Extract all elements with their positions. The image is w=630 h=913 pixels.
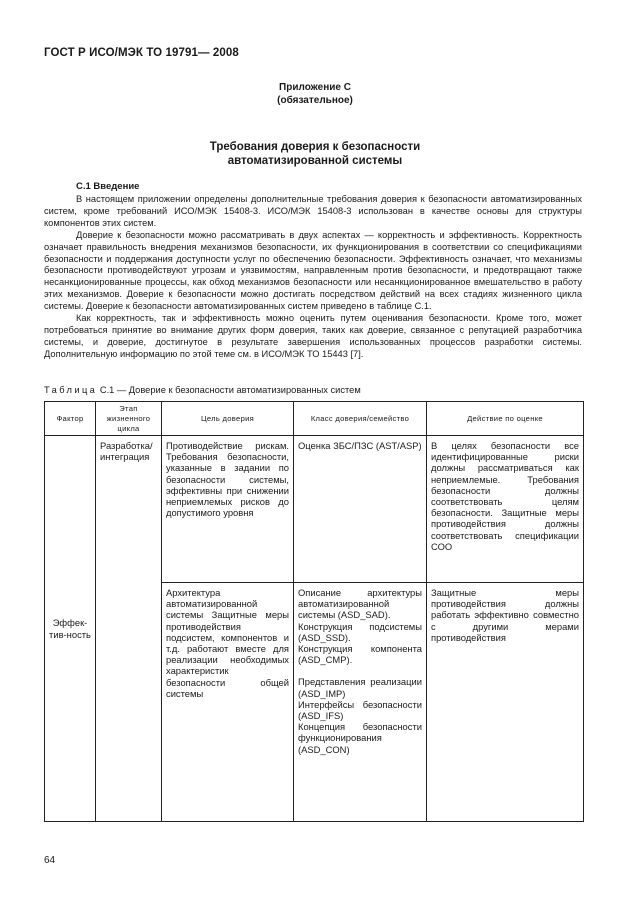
class-line: Описание архитектуры автоматизированной системы (ASD_SAD). — [298, 587, 422, 621]
stage-cell: Разработка/ интеграция — [96, 436, 162, 822]
title-line-1: Требования доверия к безопасности — [209, 141, 421, 153]
title-line-2: автоматизированной системы — [227, 155, 403, 167]
class-line: Конструкция подсистемы (ASD_SSD). — [298, 620, 422, 643]
header-class: Класс доверия/семейство — [294, 402, 427, 436]
factor-cell: Эффек-тив-ность — [45, 436, 96, 822]
class-line: Представления реализации (ASD_IMP) — [298, 676, 422, 699]
class-line: Интерфейсы безопасности (ASD_IFS) — [298, 698, 422, 722]
table-caption-text: С.1 — Доверие к безопасности автоматизированных систем — [97, 385, 361, 395]
annex-heading — [0, 81, 630, 107]
body-text — [44, 194, 582, 361]
table-caption — [44, 385, 361, 395]
class-cell — [294, 583, 427, 822]
page-title — [0, 140, 630, 168]
paragraph: Доверие к безопасности можно рассматривать в двух аспектах — корректность и эффективность. Корректность означает правильность внедрения механизмов безопасности, их функционирования в соответствии со спецификациями безопасности и поддержания доступности услуг по обеспечению безопасности. Эффективность означает, что механизмы безопасности противодействуют угрозам и уязвимостям, направленным против безопасности, и предотвращают также несанкционированные процессы, как обход механизмов безопасности или несанкционированное вмешательство в работу этих механизмов. Доверие к безопасности можно достигать посредством действий на всех стадиях жизненного цикла системы. Доверие к безопасности автоматизированных систем приведено в таблице С.1. — [44, 229, 582, 312]
page-number: 64 — [44, 855, 56, 866]
paragraph: В настоящем приложении определены дополнительные требования доверия к безопасности автоматизированных систем, кроме требований ИСО/МЭК 15408-3. ИСО/МЭК 15408-3 использован в качестве основы для структуры компонентов этих систем. — [44, 194, 582, 228]
table-header-row — [45, 402, 584, 436]
annex-title: Приложение С — [279, 82, 351, 93]
class-cell: Оценка ЗБС/ПЗС (AST/ASP) — [294, 436, 427, 583]
annex-status: (обязательное) — [277, 95, 353, 106]
action-cell: В целях безопасности все идентифицированные риски должны рассматриваться как неприемлемые. Требования безопасности должны соответствовать целям безопасности. Защитные меры противодействия должны соответствовать спецификации СОО — [427, 436, 584, 583]
action-cell: Защитные меры противодействия должны работать эффективно совместно с другими мерами противодействия — [427, 583, 584, 822]
header-stage: Этап жизненного цикла — [96, 402, 162, 436]
header-factor: Фактор — [45, 402, 96, 436]
assurance-table — [44, 401, 584, 822]
header-goal: Цель доверия — [162, 402, 294, 436]
paragraph: Как корректность, так и эффективность можно оценить путем оценивания безопасности. Кроме того, может потребоваться принятие во внимание других форм доверия, таких как доверие, связанное с репутацией разработчика системы, и доверие, достигнутое в результате завершения использованных процессов разработки системы. Дополнительную информацию по этой теме см. в ИСО/МЭК ТО 15443 [7]. — [44, 313, 582, 359]
goal-cell: Противодействие рискам. Требования безопасности, указанные в задании по безопасности системы, эффективны при снижении неприемлемых рисков до допустимого уровня — [162, 436, 294, 583]
goal-cell: Архитектура автоматизированной системы Защитные меры противодействия подсистем, компонентов и т.д. работают вместе для реализации необходимых характеристик безопасности общей системы — [162, 583, 294, 822]
class-line: Концепция безопасности функционирования (ASD_CON) — [298, 721, 422, 755]
class-line: Конструкция компонента (ASD_CMP). — [298, 643, 422, 666]
class-line — [298, 665, 422, 676]
document-header: ГОСТ Р ИСО/МЭК ТО 19791— 2008 — [44, 47, 239, 59]
section-heading: С.1 Введение — [76, 181, 140, 192]
table-caption-prefix: Таблица — [44, 385, 98, 395]
header-action: Действие по оценке — [427, 402, 584, 436]
table-row — [45, 436, 584, 583]
